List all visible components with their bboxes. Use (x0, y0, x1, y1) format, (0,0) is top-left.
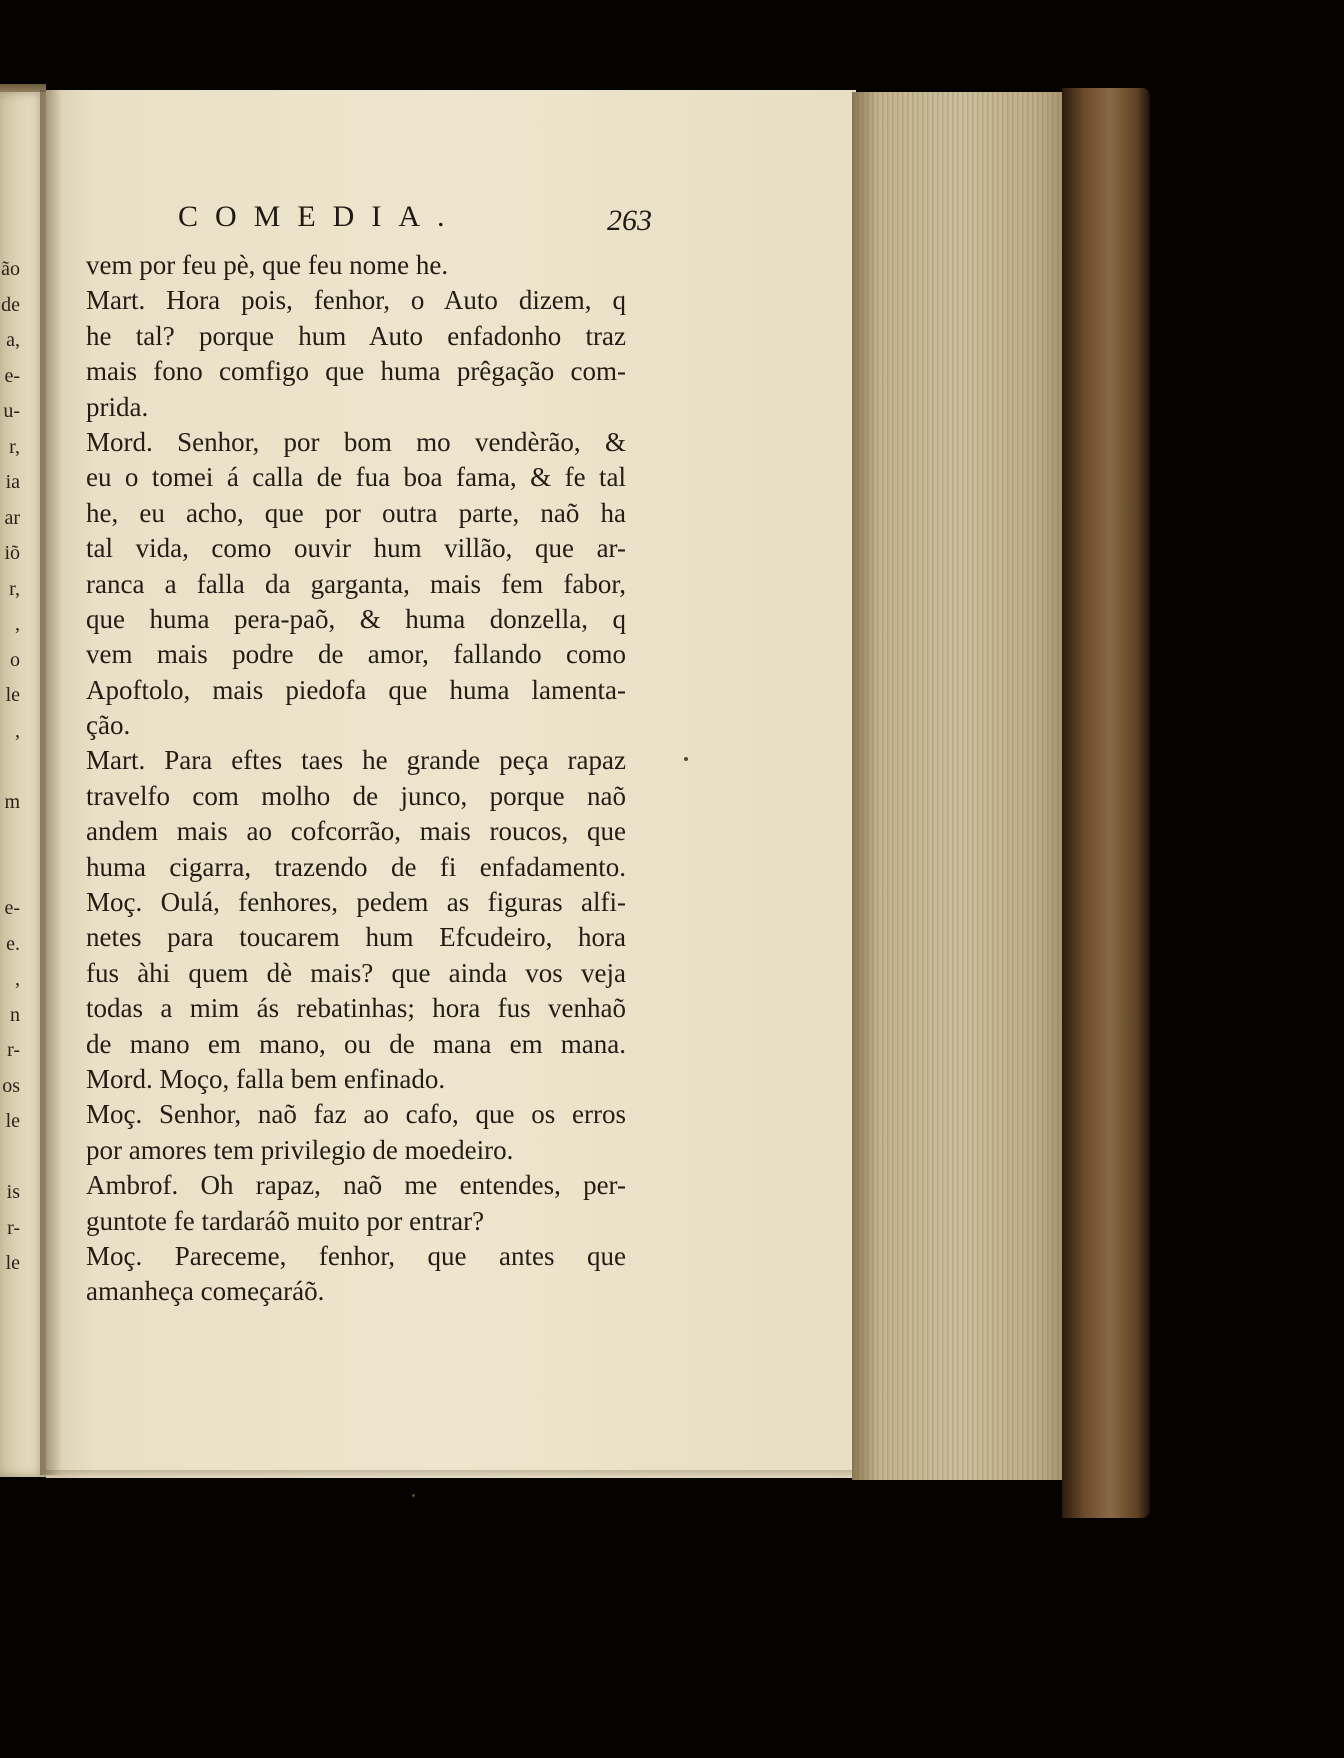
left-page-fragment: e- (4, 364, 20, 387)
page-bottom-shadow (46, 1470, 856, 1480)
page-number: 263 (607, 204, 652, 237)
text-line: Ambrof. Oh rapaz, naõ me entendes, per- (86, 1170, 626, 1201)
ink-speck (412, 1494, 415, 1497)
text-line: Moç. Oulá, fenhores, pedem as figuras alfi- (86, 887, 626, 918)
text-line: andem mais ao cofcorrão, mais roucos, que (86, 816, 626, 847)
left-page-fragment: a, (6, 329, 20, 351)
left-page-fragment: , (15, 968, 20, 990)
text-line: de mano em mano, ou de mana em mana. (86, 1028, 626, 1059)
left-page-fragment: o (10, 648, 20, 671)
page-fore-edge (852, 92, 1068, 1480)
text-line: Mart. Hora pois, fenhor, o Auto dizem, q (86, 285, 626, 316)
left-page-fragment: e. (6, 932, 20, 955)
left-page-fragment: , (15, 719, 20, 742)
text-line: mais fono comfigo que huma prêgação com- (86, 356, 626, 387)
left-page-fragment: ão (1, 258, 20, 280)
left-page-fragment: iõ (4, 542, 20, 564)
left-page-fragment: m (4, 790, 20, 813)
left-page-text-fragments (0, 252, 20, 1282)
leather-cover (1062, 88, 1150, 1518)
left-page-fragment: os (2, 1074, 20, 1097)
left-page-fragment: r- (7, 1216, 20, 1239)
left-page-fragment: le (5, 1110, 20, 1132)
left-page-fragment: , (15, 613, 20, 635)
page-text (86, 248, 626, 1310)
text-line: que huma pera-paõ, & huma donzella, q (86, 603, 626, 634)
text-line: Moç. Pareceme, fenhor, que antes que (86, 1240, 626, 1271)
text-line: todas a mim ás rebatinhas; hora fus venhaõ (86, 993, 626, 1024)
text-line: Mart. Para eftes taes he grande peça rapaz (86, 745, 626, 776)
text-line: fus àhi quem dè mais? que ainda vos veja (86, 957, 626, 988)
text-line: amanheça começaráõ. (86, 1276, 325, 1307)
text-line: vem por feu pè, que feu nome he. (86, 250, 449, 280)
text-line: por amores tem privilegio de moedeiro. (86, 1134, 514, 1165)
text-line: tal vida, como ouvir hum villão, que ar- (86, 533, 626, 564)
left-page-fragment (0, 820, 20, 856)
page-gutter (40, 90, 62, 1475)
left-page-fragment: ia (5, 471, 20, 493)
left-page-fragment: le (5, 1252, 20, 1274)
text-line: vem mais podre de amor, fallando como (86, 639, 626, 670)
left-page-fragment: ar (4, 506, 20, 529)
ink-speck (684, 757, 688, 761)
left-page-fragment (0, 856, 20, 892)
text-line: guntote fe tardaráõ muito por entrar? (86, 1205, 485, 1236)
text-line: he tal? porque hum Auto enfadonho traz (86, 320, 626, 351)
left-page-fragment: e- (4, 897, 20, 919)
left-page-fragment: n (10, 1003, 20, 1026)
left-page-fragment: r, (9, 435, 20, 458)
text-line: prida. (86, 391, 149, 422)
left-page-fragment: is (6, 1181, 20, 1203)
text-line: travelfo com molho de junco, porque naõ (86, 780, 626, 811)
left-page-fragment: de (1, 293, 20, 316)
left-page-fragment: r, (9, 577, 20, 600)
running-head: COMEDIA. (178, 200, 462, 233)
text-line: ranca a falla da garganta, mais fem fabor, (86, 568, 626, 599)
text-line: eu o tomei á calla de fua boa fama, & fe tal (86, 462, 626, 493)
text-line: ção. (86, 710, 131, 741)
text-line: Moç. Senhor, naõ faz ao cafo, que os erros (86, 1099, 626, 1130)
left-page-fragment: u- (3, 400, 20, 422)
left-page-fragment (0, 749, 20, 785)
left-page-fragment: le (5, 684, 20, 706)
left-page-fragment: r- (7, 1039, 20, 1061)
text-line: Mord. Moço, falla bem enfinado. (86, 1063, 446, 1094)
text-line: Mord. Senhor, por bom mo vendèrão, & (86, 426, 626, 457)
text-line: netes para toucarem hum Efcudeiro, hora (86, 922, 626, 953)
text-line: he, eu acho, que por outra parte, naõ ha (86, 497, 626, 528)
left-page-fragment (0, 1140, 20, 1176)
text-line: huma cigarra, trazendo de fi enfadamento. (86, 851, 626, 882)
text-line: Apoftolo, mais piedofa que huma lamenta- (86, 674, 626, 705)
